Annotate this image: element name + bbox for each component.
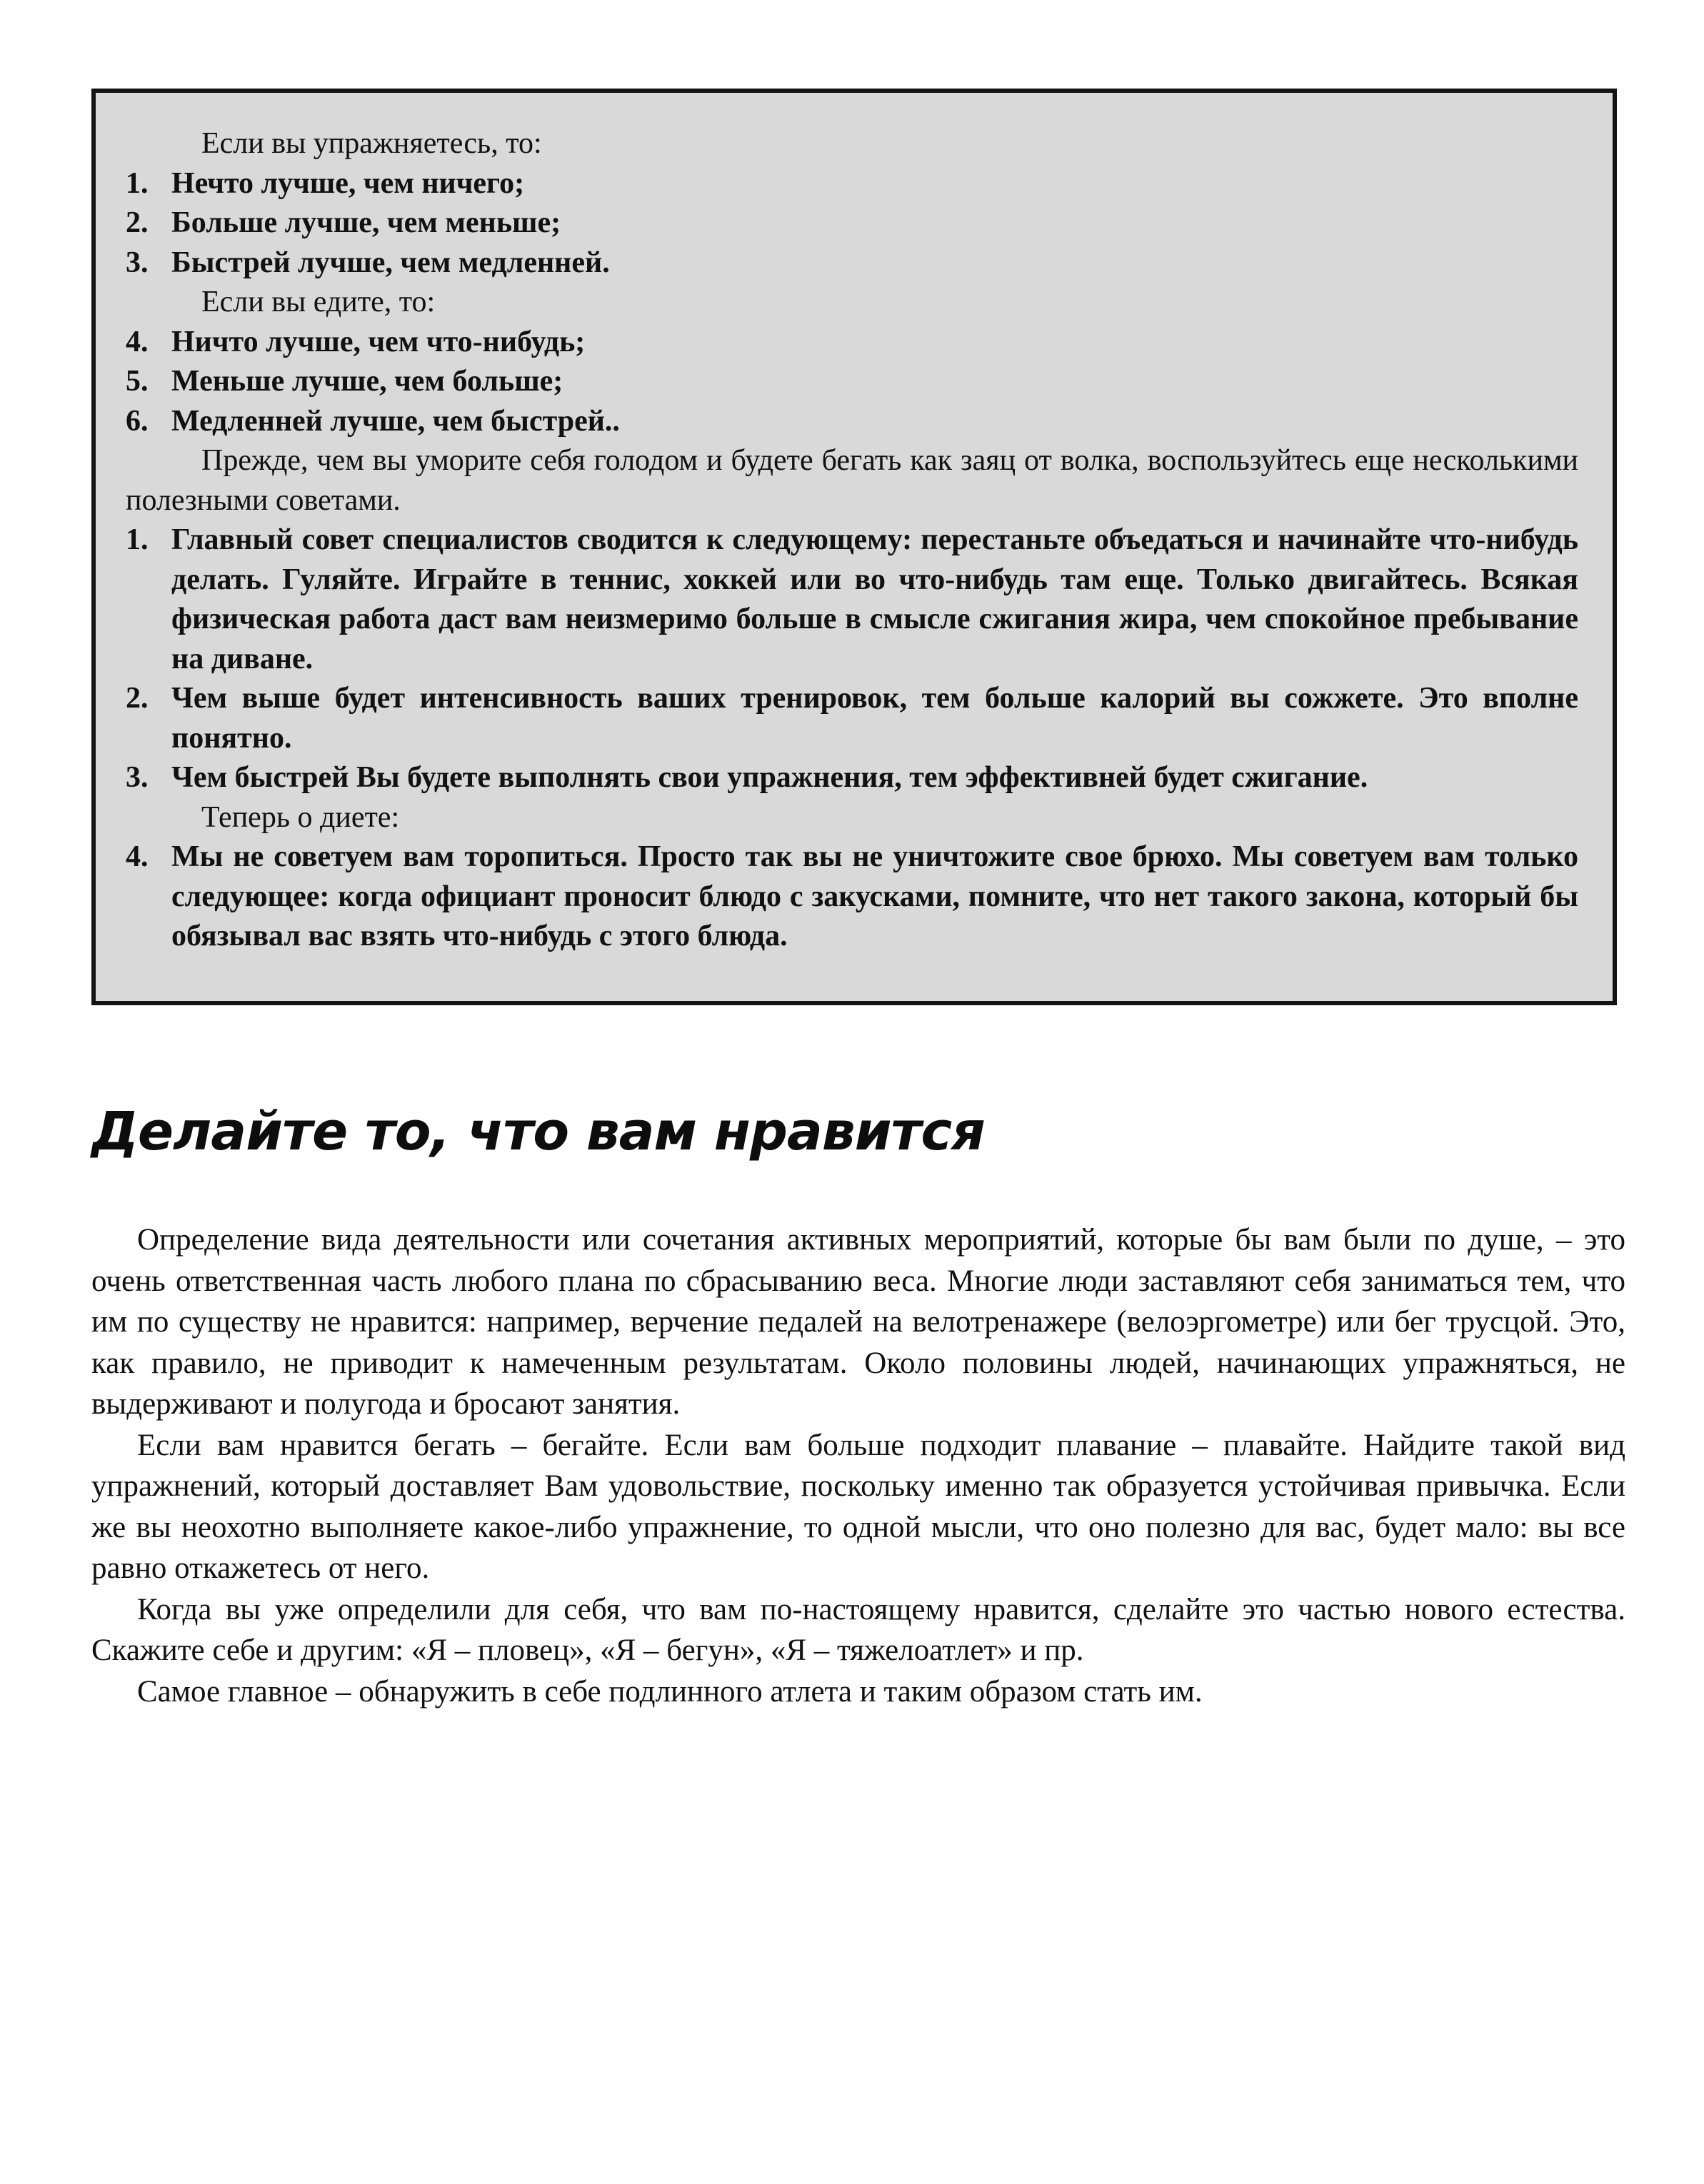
section-heading: Делайте то, что вам нравится — [91, 1101, 985, 1162]
rule-text: Больше лучше, чем меньше; — [171, 206, 561, 239]
exercise-intro: Если вы упражняетесь, то: — [201, 127, 542, 160]
rule-item — [126, 323, 1578, 363]
advice-number: 4. — [126, 840, 149, 873]
rule-number: 5. — [126, 365, 149, 398]
advice-text: Чем быстрей Вы будете выполнять свои упражнения, тем эффективней будет сжигание. — [171, 761, 1368, 794]
advice-text: Чем выше будет интенсивность ваших тренировок, тем больше калорий вы сожжете. Это вполне понятно. — [171, 682, 1578, 755]
rule-item — [126, 164, 1578, 204]
rule-number: 2. — [126, 206, 149, 239]
body-paragraph: Определение вида деятельности или сочетания активных мероприятий, которые бы вам были по душе, – это очень ответственная часть любого плана по сбрасыванию веса. Многие люди заставляют себя заниматься тем, что им по существу не нравится: например, верчение педалей на велотренажере (велоэргометре) или бег трусцой. Это, как правило, не приводит к намеченным результатам. Около половины людей, начинающих упражняться, не выдерживают и полугода и бросают занятия. — [91, 1223, 1625, 1421]
rule-number: 3. — [126, 246, 149, 279]
rule-item — [126, 203, 1578, 243]
advice-text: Мы не советуем вам торопиться. Просто так вы не уничтожите свое брюхо. Мы советуем вам только следующее: когда официант проносит блюдо с закусками, помните, что нет такого закона, который бы обязывал вас взять что-нибудь с этого блюда. — [171, 840, 1578, 952]
rule-number: 4. — [126, 325, 149, 358]
rule-number: 1. — [126, 166, 149, 200]
rule-item — [126, 402, 1578, 442]
rule-text: Быстрей лучше, чем медленней. — [171, 246, 610, 279]
rule-text: Ничто лучше, чем что-нибудь; — [171, 325, 586, 358]
rule-item — [126, 362, 1578, 402]
advice-item — [126, 837, 1578, 957]
body-paragraph: Самое главное – обнаружить в себе подлинного атлета и таким образом стать им. — [137, 1674, 1203, 1709]
rule-text: Нечто лучше, чем ничего; — [171, 166, 525, 200]
rule-number: 6. — [126, 404, 149, 438]
advice-number: 3. — [126, 761, 149, 794]
rule-item — [126, 243, 1578, 283]
advice-item — [126, 758, 1578, 798]
section-body — [91, 1219, 1625, 1712]
body-paragraph: Если вам нравится бегать – бегайте. Если вам больше подходит плавание – плавайте. Найдите такой вид упражнений, который доставляет Вам удовольствие, поскольку именно так образуется устойчивая привычка. Если же вы неохотно выполняете какое-либо упражнение, то одной мысли, что оно полезно для вас, будет мало: вы все равно откажетесь от него. — [91, 1428, 1625, 1585]
rule-text: Меньше лучше, чем больше; — [171, 365, 563, 398]
advice-intro: Прежде, чем вы уморите себя голодом и будете бегать как заяц от волка, воспользуйтесь еще несколькими полезными советами. — [126, 444, 1578, 517]
eating-intro: Если вы едите, то: — [201, 286, 436, 318]
advice-number: 1. — [126, 523, 149, 556]
advice-number: 2. — [126, 682, 149, 715]
advice-item — [126, 520, 1578, 679]
diet-intro: Теперь о диете: — [201, 800, 400, 834]
tips-box — [91, 89, 1617, 1005]
rule-text: Медленней лучше, чем быстрей.. — [171, 404, 620, 438]
body-paragraph: Когда вы уже определили для себя, что вам по-настоящему нравится, сделайте это частью нового естества. Скажите себе и другим: «Я – пловец», «Я – бегун», «Я – тяжелоатлет» и пр. — [91, 1592, 1625, 1667]
advice-item — [126, 679, 1578, 758]
advice-text: Главный совет специалистов сводится к следующему: перестаньте объедаться и начинайте что-нибудь делать. Гуляйте. Играйте в теннис, хоккей или во что-нибудь там еще. Только двигайтесь. Всякая физическая работа даст вам неизмеримо больше в смысле сжигания жира, чем спокойное пребывание на диване. — [171, 523, 1578, 675]
